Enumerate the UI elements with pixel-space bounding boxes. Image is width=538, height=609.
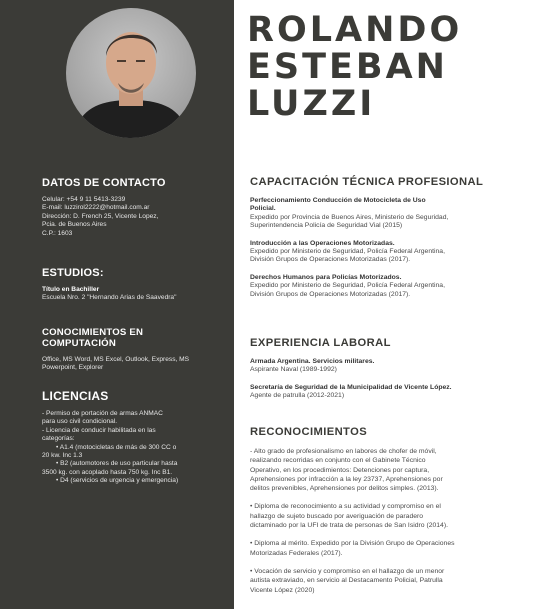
license-line: 20 kw. Inc 1.3 [42, 452, 83, 460]
recognition-item [250, 502, 525, 530]
recognition-line: Aprehensiones por infracción a la ley 23737, Aprehensiones por [250, 475, 443, 483]
training-entry [250, 240, 525, 265]
recognition-item [250, 567, 525, 595]
computing-heading: CONOCIMIENTOS EN COMPUTACIÓN [42, 327, 144, 349]
entry-title: Perfeccionamiento Conducción de Motocicleta de Uso [250, 197, 426, 204]
last-name: LUZZI [247, 84, 376, 124]
recognition-line: realizando recorridas en conjunto con el Gabinete Técnico [250, 457, 426, 465]
training-entry [250, 274, 525, 299]
licenses-section [42, 389, 218, 486]
license-line: 3500 kg. con acoplado hasta 750 kg. Inc B1. [42, 468, 173, 476]
computing-line: Powerpoint, Explorer [42, 364, 104, 372]
profile-photo [66, 8, 196, 138]
entry-title: Armada Argentina. Servicios militares. [250, 358, 375, 365]
entry-text: Agente de patrulla (2012-2021) [250, 392, 345, 400]
license-line: - Permiso de portación de armas ANMAC [42, 410, 163, 417]
entry-text: Superintendencia Policía de Seguridad Vial (2015) [250, 222, 403, 230]
entry-title: Secretaría de Seguridad de la Municipalidad de Vicente López. [250, 383, 452, 391]
training-heading: CAPACITACIÓN TÉCNICA PROFESIONAL [250, 176, 484, 188]
license-line: categorías: [42, 435, 75, 443]
entry-text: Expedido por Provincia de Buenos Aires, Ministerio de Seguridad, [250, 213, 449, 221]
recognition-line: hallazgo de sujeto buscado por averiguación de paradero [250, 512, 424, 520]
contact-section [42, 177, 218, 238]
license-line: • A1.4 (motocicletas de más de 300 CC o [56, 443, 177, 451]
experience-entry [250, 384, 525, 401]
recognition-item [250, 539, 525, 558]
degree-title: Título en Bachiller [42, 286, 100, 293]
contact-province: Pcia. de Buenos Aires [42, 221, 107, 229]
entry-text: Expedido por Ministerio de Seguridad, Policía Federal Argentina, [250, 282, 445, 290]
studies-heading: ESTUDIOS: [42, 267, 104, 279]
contact-postal-code: C.P.: 1603 [42, 229, 73, 237]
license-line: - Licencia de conducir habilitada en las [42, 426, 156, 434]
entry-title: Derechos Humanos para Policías Motorizados. [250, 273, 402, 281]
recognition-line: • Diploma al mérito. Expedido por la División Grupo de Operaciones [250, 540, 455, 548]
experience-entry [250, 358, 525, 375]
entry-title: Introducción a las Operaciones Motorizadas. [250, 239, 395, 247]
entry-text: Expedido por Ministerio de Seguridad, Policía Federal Argentina, [250, 248, 445, 256]
recognition-line: - Alto grado de profesionalismo en labores de chofer de móvil, [250, 448, 437, 455]
first-name: ROLANDO [247, 10, 463, 50]
portrait-illustration [66, 8, 196, 138]
contact-heading: DATOS DE CONTACTO [42, 177, 166, 189]
school-name: Escuela Nro. 2 "Hernando Arias de Saavedra" [42, 294, 177, 302]
license-line: • B2 (automotores de uso particular hasta [56, 460, 178, 468]
studies-section [42, 267, 218, 303]
entry-text: División Grupos de Operaciones Motorizadas (2017). [250, 290, 411, 298]
recognition-line: autista extraviado, en servicio al Destacamento Policial, Patrulla [250, 577, 443, 585]
sidebar [0, 0, 234, 609]
experience-section [250, 337, 525, 410]
recognition-item [250, 447, 525, 493]
recognitions-heading: RECONOCIMIENTOS [250, 426, 368, 438]
training-section [250, 176, 525, 308]
full-name [247, 12, 462, 123]
entry-title: Policial. [250, 205, 276, 213]
computing-line: Office, MS Word, MS Excel, Outlook, Express, MS [42, 356, 190, 363]
recognition-line: Motorizadas Federales (2017). [250, 549, 343, 557]
recognition-line: dictaminado por la UFI de trata de personas de San Isidro (2014). [250, 522, 448, 530]
experience-heading: EXPERIENCIA LABORAL [250, 337, 391, 349]
contact-email: E-mail: luzzirol2222@hotmail.com.ar [42, 204, 150, 212]
recognitions-section [250, 426, 525, 604]
license-line: • D4 (servicios de urgencia y emergencia) [56, 477, 179, 485]
recognition-line: • Diploma de reconocimiento a su actividad y compromiso en el [250, 503, 441, 511]
licenses-heading: LICENCIAS [42, 389, 109, 403]
training-entry [250, 197, 525, 231]
entry-text: Aspirante Naval (1989-1992) [250, 366, 337, 374]
recognition-line: delitos prevenibles, Aprehensiones por delitos simples. (2013). [250, 485, 439, 493]
contact-phone: Celular: +54 9 11 5413-3239 [42, 196, 126, 203]
recognition-line: • Vocación de servicio y compromiso en el hallazgo de un menor [250, 567, 445, 575]
recognition-line: Operativo, en los procedimientos: Detenciones por captura, [250, 466, 430, 474]
computing-section [42, 327, 218, 373]
middle-name: ESTEBAN [247, 47, 448, 87]
license-line: para uso civil condicional. [42, 418, 118, 426]
entry-text: División Grupos de Operaciones Motorizadas (2017). [250, 256, 411, 264]
recognition-line: Vicente López (2020) [250, 586, 315, 594]
contact-address: Dirección: D. French 25, Vicente Lopez, [42, 212, 159, 220]
